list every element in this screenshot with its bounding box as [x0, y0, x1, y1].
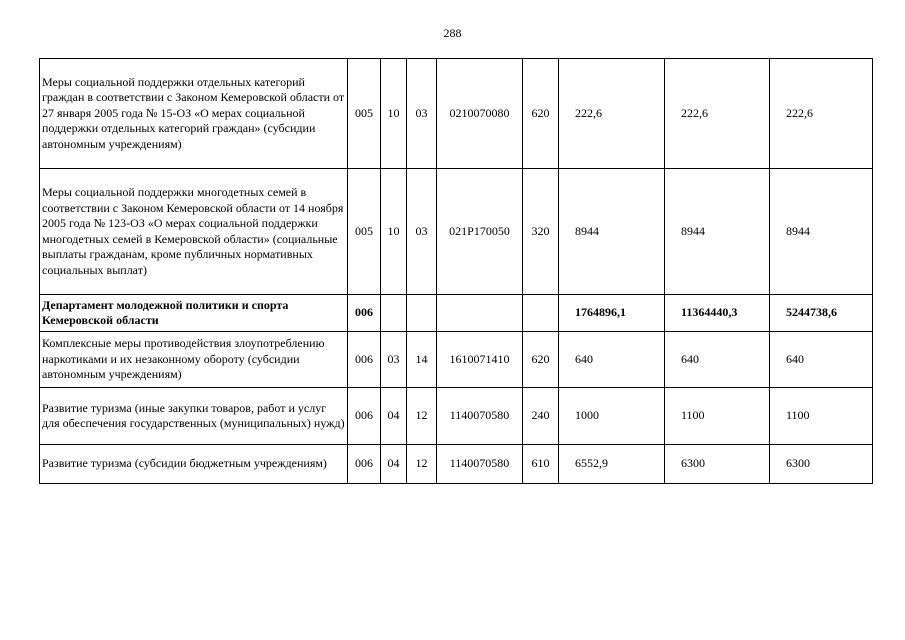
- ministry-code: 005: [348, 59, 381, 169]
- row-description: Развитие туризма (субсидии бюджетным учреждениям): [40, 445, 348, 484]
- amount-year-2: 1100: [665, 388, 770, 445]
- target-article-code: 0210070080: [437, 59, 523, 169]
- target-article-code: 1610071410: [437, 332, 523, 388]
- amount-year-3: 640: [770, 332, 873, 388]
- target-article-code: 021Р170050: [437, 169, 523, 295]
- expense-type-code: [523, 295, 559, 332]
- ministry-code: 006: [348, 388, 381, 445]
- table-row: [40, 388, 873, 445]
- amount-year-1: 640: [559, 332, 665, 388]
- ministry-code: 005: [348, 169, 381, 295]
- expense-type-code: 240: [523, 388, 559, 445]
- row-description: Меры социальной поддержки отдельных категорий граждан в соответствии с Законом Кемеровской области от 27 января 2005 года № 15-ОЗ «О мерах социальной поддержки отдельных категорий граждан» (субсидии автономным учреждениям): [40, 59, 348, 169]
- amount-year-3: 6300: [770, 445, 873, 484]
- row-description: Департамент молодежной политики и спорта Кемеровской области: [40, 295, 348, 332]
- subsection-code: 12: [407, 445, 437, 484]
- budget-table: [39, 58, 873, 484]
- page-number: 288: [443, 26, 462, 40]
- section-code: 04: [381, 388, 407, 445]
- amount-year-1: 6552,9: [559, 445, 665, 484]
- amount-year-3: 222,6: [770, 59, 873, 169]
- row-description: Меры социальной поддержки многодетных семей в соответствии с Законом Кемеровской области от 14 ноября 2005 года № 123-ОЗ «О мерах социальной поддержки многодетных семей в Кемеровской области» (социальные выплаты гражданам, кроме публичных нормативных социальных выплат): [40, 169, 348, 295]
- expense-type-code: 620: [523, 332, 559, 388]
- subsection-code: 03: [407, 169, 437, 295]
- amount-year-1: 1764896,1: [559, 295, 665, 332]
- subsection-code: 14: [407, 332, 437, 388]
- expense-type-code: 610: [523, 445, 559, 484]
- row-description: Развитие туризма (иные закупки товаров, работ и услуг для обеспечения государственных (муниципальных) нужд): [40, 388, 348, 445]
- table-row: [40, 59, 873, 169]
- ministry-code: 006: [348, 445, 381, 484]
- amount-year-2: 222,6: [665, 59, 770, 169]
- expense-type-code: 320: [523, 169, 559, 295]
- table-row: [40, 445, 873, 484]
- amount-year-3: 8944: [770, 169, 873, 295]
- subsection-code: 12: [407, 388, 437, 445]
- amount-year-1: 222,6: [559, 59, 665, 169]
- subsection-code: [407, 295, 437, 332]
- table-row: [40, 332, 873, 388]
- amount-year-1: 1000: [559, 388, 665, 445]
- target-article-code: [437, 295, 523, 332]
- section-code: [381, 295, 407, 332]
- subsection-code: 03: [407, 59, 437, 169]
- amount-year-2: 640: [665, 332, 770, 388]
- target-article-code: 1140070580: [437, 445, 523, 484]
- expense-type-code: 620: [523, 59, 559, 169]
- amount-year-2: 11364440,3: [665, 295, 770, 332]
- amount-year-2: 6300: [665, 445, 770, 484]
- row-description: Комплексные меры противодействия злоупотреблению наркотиками и их незаконному обороту (субсидии автономным учреждениям): [40, 332, 348, 388]
- table-row: [40, 169, 873, 295]
- section-code: 10: [381, 169, 407, 295]
- ministry-code: 006: [348, 332, 381, 388]
- target-article-code: 1140070580: [437, 388, 523, 445]
- ministry-code: 006: [348, 295, 381, 332]
- table-row: [40, 295, 873, 332]
- amount-year-3: 1100: [770, 388, 873, 445]
- amount-year-3: 5244738,6: [770, 295, 873, 332]
- amount-year-2: 8944: [665, 169, 770, 295]
- amount-year-1: 8944: [559, 169, 665, 295]
- section-code: 10: [381, 59, 407, 169]
- section-code: 03: [381, 332, 407, 388]
- section-code: 04: [381, 445, 407, 484]
